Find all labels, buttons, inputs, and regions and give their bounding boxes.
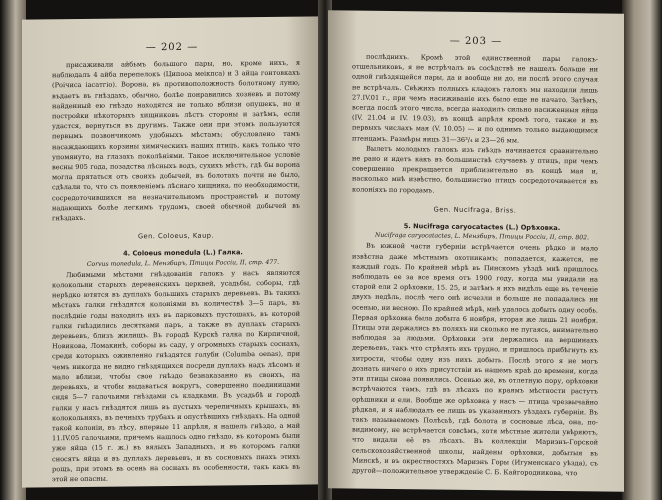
left-paragraph-1: присаживали айбьмъ большого пары, но, кроме нихъ, я наблюдалъ 4 айба перепелокъ (Ципооа меікпса) и 3 айца гонтовкахъ (Роічиса іасатгіо). Ворона, въ противоположность болотному луню, въдаетъ въ гнѣздахъ, обычно, болѣе понравились хозяевъ и потому найденный ею гнѣздо находятся не только вблизи опушекъ, но и постройки нѣкоторыхъ хищниковъ лѣстъ стороны и затѣмъ, если удастся, вернуться въ другимъ. Также они при этомъ пользуются первымъ позвончикомъ удобныхъ мѣстамъ; обусловлено тамъ насаждающихъ корзины химическихъ наших птицъ, какъ только что упомянуто, на глазахъ поколѣніями. Такое исключительное условіе весны 905 года, позадства лѣсныхъ водъ, сухихъ мѣстъ, гдѣ бы ворона могла прятаться отъ своихъ добычей, въ болотахъ почти не было, сдѣлали то, что съ появленіемъ лѣснаго хищника, по необходимости, сосредоточившихся на незначительномъ пространствѣ и потому надающихъ болѣе легкимъ трудомъ, своей обычной добычей въ гнѣздахъ.	[52, 58, 300, 223]
left-page	[22, 16, 322, 487]
citation-coloeus: Corvus monedula, L. Мензбиръ, Птицы Россіи, II, стр. 477.	[86, 258, 280, 268]
right-paragraph-1: послѣднихъ. Кромѣ этой единственной пары галокъ-отшельниковъ, я не встрѣчалъ въ сосѣдствѣ не нашелъ больше ни одной гнѣздящейся пары, да и вообще ни до, ни послѣ этого случая не встрѣчалъ. Свѣжихъ полныхъ кладокъ галокъ мы находили лишь 27.IV.01 г., при чемъ насиживаніе ихъ было еще не начато. Затѣмъ, всегда послѣ этого числа, всегда находилъ сильно насиженныя яйца (IV. 21.04 и IV. 19.03), въ концѣ апрѣля кромѣ того, также и въ первыхъ числахъ мая (V. 10.05) — и по однимъ только выдающимся птенцамъ. Размѣры яицъ 31—36³/₄ и 23—26 мм.	[352, 52, 598, 145]
right-page-body	[328, 51, 624, 479]
genus-heading-coloeus: Gen. Coloeus, Kaup.	[137, 231, 215, 241]
right-paragraph-3: Въ южной части губерніи встрѣчается очень рѣдко и мало извѣстна даже мѣстнымъ охотникамъ; попадается, кажется, не каждый годъ. По крайней мѣрѣ въ Пинскомъ уѣздѣ мнѣ пришлось наблюдать ее за все время отъ 1900 году, когда мы увидали на старой ели 2 орѣховки, 15. 25, и затѣмъ я ихъ видѣлъ еще въ теченіе двухъ недѣль, послѣ чего онѣ исчезли и больше не попадались ни осенью, ни весною. По крайней мѣрѣ, мнѣ удалось добыть одну особь. Первая орѣховка была добыта 6 ноября, вторая же лишь 21 ноября. Птицы эти держались въ поляхъ ни сколько не пугаясь, внимательно наблюдая за людьми. Орѣховки эти держались на вершинахъ деревьевъ, такъ что стрѣлять ихъ трудно, и пришлось прибѣгнуть къ хитрости, чтобы одну изъ нихъ добыть. Послѣ этого я не могъ дознать ничего о ихъ присутствіи въ нашемъ краѣ до времени, когда эти птицы снова появились. Осенью же, въ отлетную пору, орѣховки встрѣчаются тамъ, гдѣ въ лѣсахъ по краямъ мѣстности растутъ орѣшники и ели. Вообще же орѣховка у насъ — птица чрезвычайно рѣдкая, и я наблюдалъ ее лишь въ указанныхъ уѣздахъ губерніи. Въ такъ называемомъ Полѣсьѣ, гдѣ болота и сосновые лѣса, она, по-видимому, не встрѣчается совсѣмъ, хотя мѣстные жители увѣряютъ, что видали её въ лѣсахъ. Въ коллекціи Мариэнъ-Горской сельскохозяйственной школы, найдены орѣховки, добытыя въ Минскѣ, и въ окрестностяхъ Мариэнъ Горы (Игуменскаго уѣзда), съ другой—положительное утвержденіе С. Б. Кайгородникова, что	[352, 242, 599, 478]
citation-nucifraga: Nucifraga caryocatactes, L. Мензбиръ, Птицы Россіи, II, стр. 802.	[375, 232, 589, 242]
right-page	[328, 10, 624, 492]
right-page-number: — 203 —	[449, 35, 503, 48]
left-paragraph-2: Любимыми мѣстами гнѣздованія галокъ у насъ являются колокольни старыхъ деревенскихъ церквей, усадьбы, соборы, гдѣ нерѣдко ютятся въ дуплахъ большихъ старыхъ деревьевъ. Въ такихъ мѣстахъ галки гнѣздятся колоніями въ количествѣ 3—5 паръ, въ послѣдніе годы находилъ ихъ въ парковыхъ пустошахъ, въ которой галки гнѣздились десятками паръ, а также въ дуплахъ старыхъ деревьевъ, близъ жилищъ. Въ городѣ Курскѣ галка по Кирпичной, Новикова, Ломакинѣ, соборы въ саду, у огромныхъ старыхъ соснахъ, среди которыхъ оживленно гнѣздятся голуби (Columba oenas), при чемъ никогда не видно гнѣздящихся посреди дуплахъ надъ лѣсомъ и мало вблизи, чтобы свое гнѣздо безнаказанно въ своихъ, на деревьяхъ, и чтобы выдаваться вокругъ, совершенно поединицами сидя 5—7 галочьими гнѣздами съ кладками. Въ усадьбѣ и городѣ галки у насъ гнѣздятся лишь въ пустыхъ черепичныхъ крышахъ, въ колокольняхъ, въ печныхъ трубахъ и опустѣвшихъ гнѣздахъ. На одной такой колоніи, въ лѣсу, впервые 11 апрѣля, я нашелъ гнѣздо, а май 11.IV.05 галочьими, причемъ нашлось одно гнѣздо, въ которомъ были уже яйца (15 г. ж.) въ вялыхъ Западныхъ, и въ которомъ галки сносятъ яйца и въ дуплахъ деревьевъ, и въ сосновыхъ пнахъ этихъ рощъ, при этомъ вь осень на соснахъ въ особенности, такъ какъ въ этой не опасны.	[52, 268, 300, 484]
left-page-body	[22, 57, 322, 484]
left-page-number: — 202 —	[145, 41, 199, 54]
species-heading-coloeus: 4. Coloeus monedula (L.) Галка.	[123, 248, 243, 258]
right-paragraph-2: Вылетъ молодыхъ галокъ изъ гнѣздъ начинается сравнительно не рано и идетъ какъ въ большинствѣ случаевъ у птицъ, при чемъ совершенно прекращается приблизительно въ концѣ мая и, насколько мнѣ извѣстно, большинство птицъ сосредоточивается въ колоніяхъ по городамъ.	[352, 144, 598, 195]
genus-heading-nucifraga: Gen. Nucifraga, Briss.	[433, 205, 517, 215]
species-heading-nucifraga: 5. Nucifraga caryocatactes (L.) Орѣховка.	[403, 222, 561, 233]
right-page-edges	[622, 0, 662, 500]
